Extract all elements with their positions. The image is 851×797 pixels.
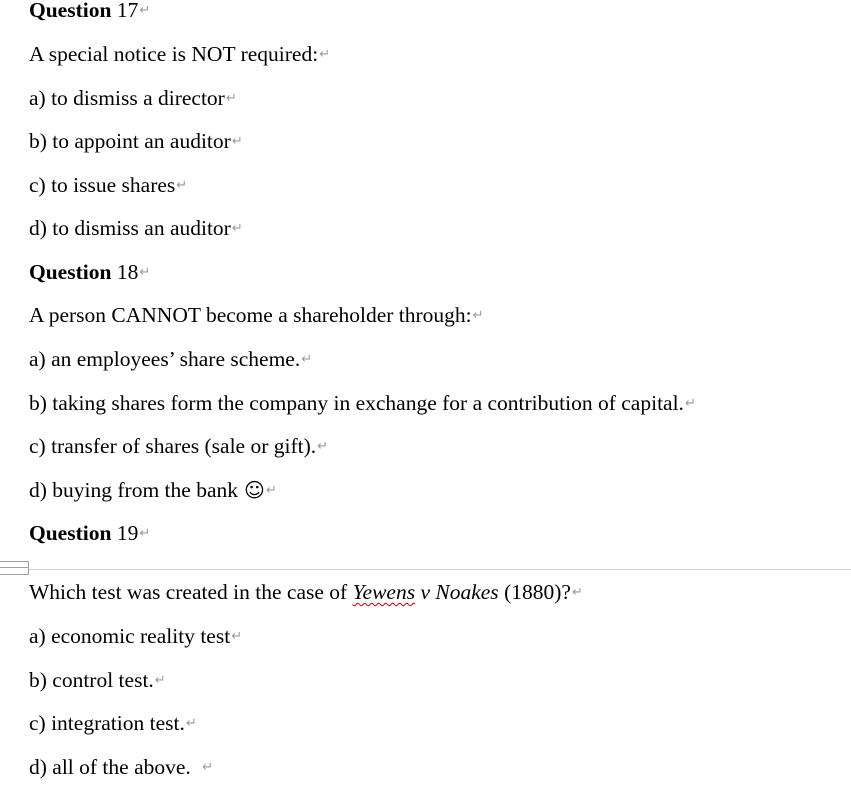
question-17-option-b <box>29 128 243 158</box>
paragraph-mark-icon: ↵ <box>225 91 237 106</box>
paragraph-mark-icon: ↵ <box>185 716 197 731</box>
question-19-heading <box>29 520 150 550</box>
paragraph-mark-icon: ↵ <box>301 352 313 367</box>
paragraph-mark-icon: ↵ <box>154 673 166 688</box>
question-17-prompt <box>29 41 330 71</box>
paragraph-mark-icon: ↵ <box>139 526 151 541</box>
paragraph-mark-icon: ↵ <box>231 134 243 149</box>
question-label: Question <box>29 260 112 284</box>
paragraph-mark-icon: ↵ <box>202 760 214 775</box>
case-name <box>353 580 499 604</box>
option-text: c) transfer of shares (sale or gift). <box>29 434 317 458</box>
question-19-option-b <box>29 667 166 697</box>
question-18-option-a <box>29 346 312 376</box>
paragraph-mark-icon: ↵ <box>472 308 484 323</box>
question-18-prompt <box>29 302 484 332</box>
option-text: a) an employees’ share scheme. <box>29 347 301 371</box>
option-text: c) to issue shares <box>29 173 176 197</box>
paragraph-mark-icon: ↵ <box>231 629 243 644</box>
question-label: Question <box>29 521 112 545</box>
prompt-year: (1880)? <box>498 580 571 604</box>
case-name-rest: v Noakes <box>415 580 499 604</box>
option-text: b) control test. <box>29 668 154 692</box>
prompt-text: A person CANNOT become a shareholder through: <box>29 303 472 327</box>
question-18-option-d <box>29 477 277 507</box>
paragraph-mark-icon: ↵ <box>684 396 696 411</box>
smiley-icon: ☺ <box>244 478 265 502</box>
question-19-prompt <box>29 579 583 609</box>
paragraph-mark-icon: ↵ <box>176 178 188 193</box>
paragraph-mark-icon: ↵ <box>317 439 329 454</box>
prompt-text: A special notice is NOT required: <box>29 42 319 66</box>
question-17-option-d <box>29 215 243 245</box>
question-17-option-a <box>29 85 237 115</box>
option-text: c) integration test. <box>29 711 185 735</box>
question-17-heading <box>29 0 150 27</box>
option-text: d) all of the above. <box>29 755 197 779</box>
option-text: b) to appoint an auditor <box>29 129 231 153</box>
option-text: a) to dismiss a director <box>29 86 225 110</box>
page-break-line <box>0 569 851 570</box>
paragraph-mark-icon: ↵ <box>319 47 331 62</box>
option-text: d) buying from the bank <box>29 478 238 502</box>
page-break-marker-icon <box>0 561 29 575</box>
question-19-option-a <box>29 623 242 653</box>
spellcheck-flagged-word[interactable]: Yewens <box>352 580 416 604</box>
question-18-option-b <box>29 390 696 420</box>
paragraph-mark-icon: ↵ <box>265 483 277 498</box>
paragraph-mark-icon: ↵ <box>571 585 583 600</box>
question-17-option-c <box>29 172 187 202</box>
option-text: a) economic reality test <box>29 624 231 648</box>
question-number: 18 <box>111 260 139 284</box>
paragraph-mark-icon: ↵ <box>139 265 151 280</box>
prompt-text: Which test was created in the case of <box>29 580 353 604</box>
paragraph-mark-icon: ↵ <box>139 3 151 18</box>
question-19-option-c <box>29 710 197 740</box>
question-19-option-d <box>29 754 213 784</box>
option-text: b) taking shares form the company in exchange for a contribution of capital. <box>29 391 684 415</box>
question-18-heading <box>29 259 150 289</box>
question-label: Question <box>29 0 112 22</box>
option-text: d) to dismiss an auditor <box>29 216 231 240</box>
paragraph-mark-icon: ↵ <box>231 221 243 236</box>
question-18-option-c <box>29 433 328 463</box>
question-number: 19 <box>111 521 139 545</box>
question-number: 17 <box>111 0 139 22</box>
